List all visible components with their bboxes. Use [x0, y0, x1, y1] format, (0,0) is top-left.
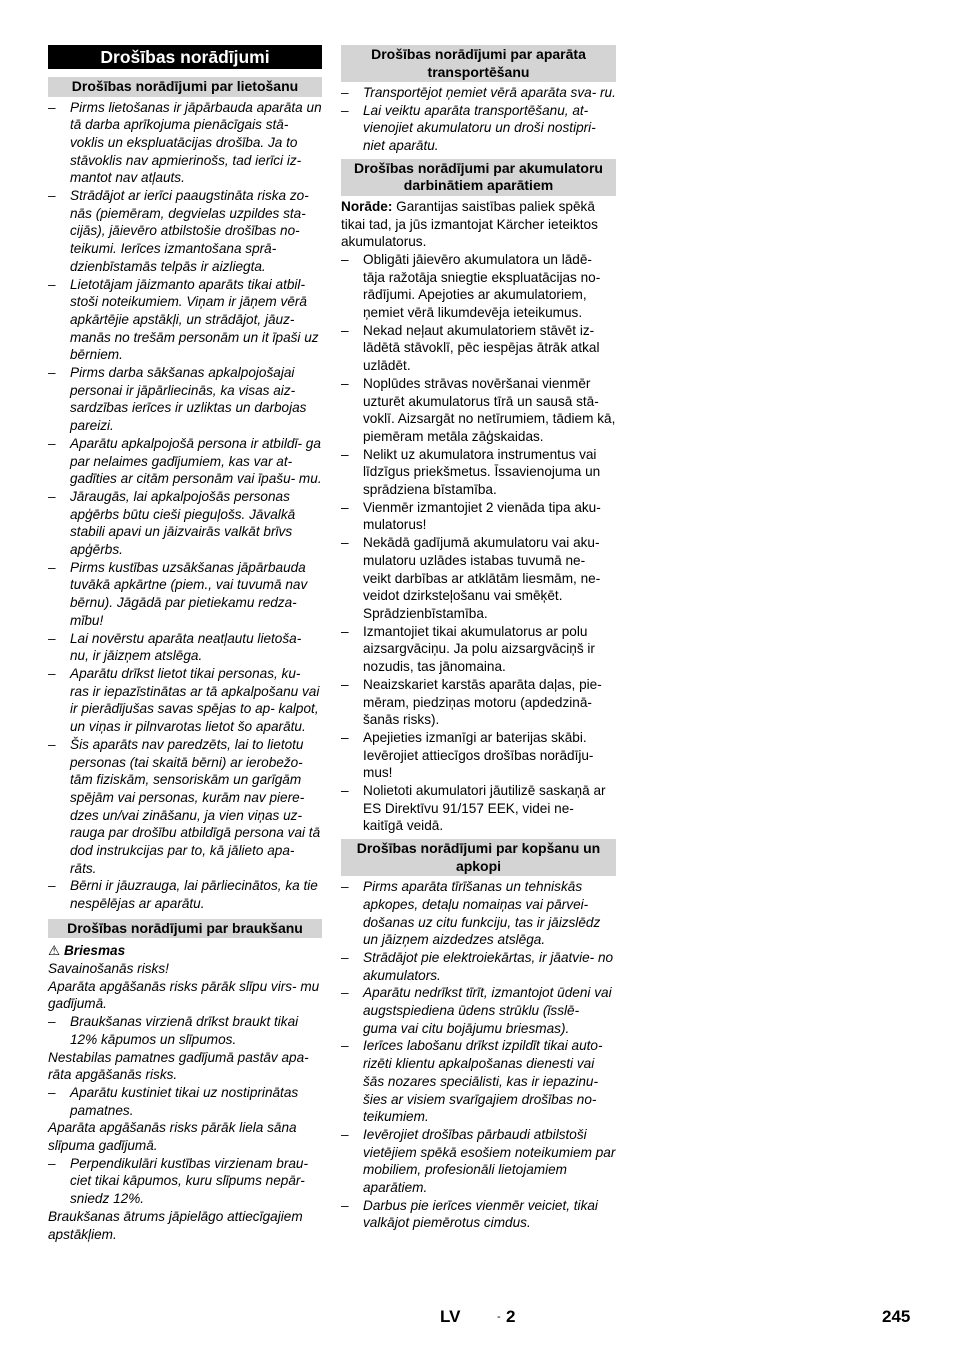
warning-triangle-icon: ⚠ — [48, 943, 61, 959]
list-item-text: Apejieties izmanīgi ar baterijas skābi. Ievērojiet attiecīgos drošības norādīju- mus! — [363, 729, 594, 781]
list-item-text: Aparātu apkalpojošā persona ir atbildī- ga par nelaimes gadījumiem, kas var at- gadīties ar citām personām vai īpašu- mu. — [70, 435, 322, 487]
battery-note — [341, 198, 616, 251]
danger-title-line — [48, 942, 322, 960]
list-item: – Ierīces labošanu drīkst izpildīt tikai auto- rizēti klientu apkalpošanas dienesti vai šās nozares speciālisti, kas ir iepazinu- šies ar visiem svarīgajiem drošības no- teikumiem. — [341, 1038, 603, 1125]
list-item-text: Perpendikulāri kustības virzienam brau- ciet tikai kāpumos, kuru slīpums nepār- sniedz 12%. — [70, 1155, 308, 1207]
driving-paragraph: Aparāta apgāšanās risks pārāk slīpu virs- mu gadījumā. — [48, 978, 320, 1012]
footer-language: LV — [440, 1307, 461, 1326]
list-item-text: Ierīces labošanu drīkst izpildīt tikai auto- rizēti klientu apkalpošanas dienesti vai šās nozares speciālisti, kas ir iepazinu- šies ar visiem svarīgajiem drošības no- teikumiem. — [363, 1038, 603, 1125]
list-item-text: Bērni ir jāuzrauga, lai pārliecinātos, ka tie nespēlējas ar aparātu. — [70, 878, 318, 912]
list-item-text: Ievērojiet drošības pārbaudi atbilstoši vietējiem spēkā esošiem noteikumiem par mobiliem, profesionāli lietojamiem aparātiem. — [363, 1126, 616, 1196]
list-item: – Ievērojiet drošības pārbaudi atbilstoši vietējiem spēkā esošiem noteikumiem par mobiliem, profesionāli lietojamiem aparātiem. — [341, 1126, 616, 1196]
list-item: – Nelikt uz akumulatora instrumentus vai līdzīgus priekšmetus. Īssavienojuma un sprādziena bīstamība. — [341, 446, 601, 498]
list-item: – Pirms darba sākšanas apkalpojošajai personai ir jāpārliecinās, ka visas aiz- sardzības ierīces ir uzliktas un darbojas pareizi. — [48, 365, 307, 434]
list-item: – Aparātu apkalpojošā persona ir atbildī- ga par nelaimes gadījumiem, kas var at- gadīties ar citām personām vai īpašu- mu. — [48, 435, 322, 487]
battery-heading: Drošības norādījumi par akumulatoru darbinātiem aparātiem — [341, 159, 616, 196]
list-item-text: Aparātu kustiniet tikai uz nostiprinātas pamatnes. — [70, 1084, 299, 1118]
list-item: – Pirms kustības uzsākšanas jāpārbauda tuvākā apkārtne (piem., vai tuvumā nav bērnu). Jāgādā par pietiekamu redza- mību! — [48, 559, 308, 628]
page-title: Drošības norādījumi — [48, 45, 322, 69]
list-item-text: Lai novērstu aparāta neatļautu lietoša- nu, ir jāizņem atslēga. — [70, 630, 302, 664]
list-item: – Apejieties izmanīgi ar baterijas skābi. Ievērojiet attiecīgos drošības norādīju- mus! — [341, 729, 594, 781]
list-item-text: Lietotājam jāizmanto aparāts tikai atbil- stoši noteikumiem. Viņam ir jāņem vērā apkārtējie apstākļi, un strādājot, jāuz- manās no trešām personām un it īpaši uz bērniem. — [70, 276, 319, 363]
list-item: – Darbus pie ierīces vienmēr veiciet, tikai valkājot piemērotus cimdus. — [341, 1197, 598, 1231]
list-item-text: Pirms kustības uzsākšanas jāpārbauda tuvākā apkārtne (piem., vai tuvumā nav bērnu). Jāgādā par pietiekamu redza- mību! — [70, 559, 308, 628]
list-item: – Transportējot ņemiet vērā aparāta sva- ru. — [341, 85, 616, 100]
list-item-text: Neaizskariet karstās aparāta daļas, pie- mēram, piedziņas motoru (apdedzinā- šanās risks). — [363, 676, 602, 728]
page-number: 245 — [882, 1307, 911, 1326]
list-item: – Braukšanas virzienā drīkst braukt tikai 12% kāpumos un slīpumos. — [48, 1014, 299, 1047]
list-item: – Strādājot ar ierīci paaugstināta riska zo- nās (piemēram, degvielas uzpildes sta- cijās), jāievēro atbilstošie drošības no- teikumi. Ierīces izmantošana sprā- dzienbīstamās telpās ir aizliegta. — [48, 188, 309, 274]
list-item-text: Pirms aparāta tīrīšanas un tehniskās apkopes, detaļu nomaiņas vai pārvei- došanas uz citu funkciju, tas ir jāizslēdz un jāizņem aizdedzes atslēga. — [363, 879, 601, 948]
list-item: – Pirms lietošanas ir jāpārbauda aparāta un tā darba aprīkojuma pienācīgais stā- voklis un ekspluatācijas drošība. Ja to stāvoklis nav apmierinošs, tad ierīci iz- mantot nav atļauts. — [48, 99, 322, 186]
list-item: – Vienmēr izmantojiet 2 vienāda tipa aku- mulatorus! — [341, 499, 601, 533]
list-item: – Pirms aparāta tīrīšanas un tehniskās apkopes, detaļu nomaiņas vai pārvei- došanas uz citu funkciju, tas ir jāizslēdz un jāizņem aizdedzes atslēga. — [341, 879, 601, 948]
list-item: – Bērni ir jāuzrauga, lai pārliecinātos, ka tie nespēlējas ar aparātu. — [48, 878, 318, 912]
driving-paragraph: Nestabilas pamatnes gadījumā pastāv apa- rāta apgāšanās risks. — [48, 1049, 309, 1083]
driving-section — [48, 942, 322, 1243]
maintenance-heading: Drošības norādījumi par kopšanu un apkopi — [341, 839, 616, 876]
list-item-text: Noplūdes strāvas novēršanai vienmēr uzturēt akumulatorus tīrā un sausā stā- voklī. Aizsargāt no netīrumiem, tādiem kā, piemēram metāla zāģskaidas. — [363, 375, 616, 444]
list-item: – Obligāti jāievēro akumulatora un lādē- tāja ražotāja sniegtie ekspluatācijas no- rādījumi. Apejoties ar akumulatoriem, ņemiet vērā likumdevēja ieteikumus. — [341, 251, 601, 321]
list-item-text: Obligāti jāievēro akumulatora un lādē- tāja ražotāja sniegtie ekspluatācijas no- rādījumi. Apejoties ar akumulatoriem, ņemiet vērā likumdevēja ieteikumus. — [363, 251, 601, 321]
transport-list — [341, 84, 616, 155]
right-column — [341, 45, 616, 1232]
driving-heading: Drošības norādījumi par braukšanu — [48, 919, 322, 939]
list-item: – Aparātu nedrīkst tīrīt, izmantojot ūdeni vai augstspiediena ūdens strūklu (īsslē- guma vai citu bojājumu briesmas). — [341, 985, 612, 1036]
list-item: – Strādājot pie elektroiekārtas, ir jāatvie- no akumulators. — [341, 949, 614, 983]
list-item-text: Šis aparāts nav paredzēts, lai to lietotu personas (tai skaitā bērni) ar ierobežo- tām fiziskām, sensoriskām un garīgām spējām vai personas, kurām nav piere- dzes un/vai zināšanu, ja vien viņas uz- rauga par drošību atbildīgā persona vai tā dod instrukcijas par to, kā jālieto apa- rāts. — [70, 736, 321, 876]
list-item: – Nolietoti akumulatori jāutilizē saskaņā ar ES Direktīvu 91/157 EEK, videi ne- kaitīgā veidā. — [341, 783, 606, 834]
note-label: Norāde: — [341, 198, 393, 214]
list-item: – Aparātu drīkst lietot tikai personas, ku- ras ir iepazīstinātas ar tā apkalpošanu vai ir pierādījušas savas spējas to ap- kalpot, un viņas ir pilnvarotas lietot šo aparātu. — [48, 666, 320, 735]
list-item-text: Lai veiktu aparāta transportēšanu, at- vienojiet akumulatoru un droši nostipri- niet aparātu. — [363, 102, 596, 154]
list-item-text: Braukšanas virzienā drīkst braukt tikai 12% kāpumos un slīpumos. — [70, 1014, 299, 1047]
list-item-text: Nekādā gadījumā akumulatoru vai aku- mulatoru uzlādes istabas tuvumā ne- veikt darbības ar atklātām liesmām, ne- veidot dzirksteļošanu vai smēķēt. Sprādzienbīstamība. — [363, 535, 601, 621]
list-item: – Jāraugās, lai apkalpojošās personas apģērbs būtu cieši pieguļošs. Jāvalkā stabili apavi un jāizvairās valkāt brīvs apģērbs. — [48, 488, 296, 558]
list-item-text: Nelikt uz akumulatora instrumentus vai līdzīgus priekšmetus. Īssavienojuma un sprādziena bīstamība. — [363, 446, 601, 498]
list-item: – Lai novērstu aparāta neatļautu lietoša- nu, ir jāizņem atslēga. — [48, 630, 302, 664]
list-item-text: Izmantojiet tikai akumulatorus ar polu aizsargvāciņu. Ja polu aizsargvāciņš ir nozudis, tas jānomaina. — [363, 623, 595, 675]
list-item-text: Aparātu nedrīkst tīrīt, izmantojot ūdeni vai augstspiediena ūdens strūklu (īsslē- guma vai citu bojājumu briesmas). — [363, 985, 612, 1036]
list-item: – Noplūdes strāvas novēršanai vienmēr uzturēt akumulatorus tīrā un sausā stā- voklī. Aizsargāt no netīrumiem, tādiem kā, piemēram metāla zāģskaidas. — [341, 375, 616, 444]
driving-paragraph: Braukšanas ātrums jāpielāgo attiecīgajiem apstākļiem. — [48, 1208, 303, 1242]
battery-list — [341, 251, 616, 835]
list-item: – Lai veiktu aparāta transportēšanu, at- vienojiet akumulatoru un droši nostipri- niet aparātu. — [341, 102, 596, 154]
list-item-text: Nolietoti akumulatori jāutilizē saskaņā ar ES Direktīvu 91/157 EEK, videi ne- kaitīgā veidā. — [363, 783, 606, 834]
list-item-text: Vienmēr izmantojiet 2 vienāda tipa aku- mulatorus! — [363, 499, 601, 533]
footer-dash: - — [497, 1311, 501, 1323]
list-item: – Nekad neļaut akumulatoriem stāvēt iz- lādētā stāvoklī, pēc iespējas ātrāk atkal uzlādēt. — [341, 322, 600, 374]
list-item: – Šis aparāts nav paredzēts, lai to lietotu personas (tai skaitā bērni) ar ierobežo- tām fiziskām, sensoriskām un garīgām spējām vai personas, kurām nav piere- dzes un/vai zināšanu, ja vien viņas uz- rauga par drošību atbildīgā persona vai tā dod instrukcijas par to, kā jālieto apa- rāts. — [48, 736, 321, 876]
list-item-text: Darbus pie ierīces vienmēr veiciet, tikai valkājot piemērotus cimdus. — [363, 1197, 598, 1231]
list-item-text: Aparātu drīkst lietot tikai personas, ku- ras ir iepazīstinātas ar tā apkalpošanu vai ir pierādījušas savas spējas to ap- kalpot, un viņas ir pilnvarotas lietot šo aparātu. — [70, 666, 320, 735]
maintenance-list — [341, 878, 616, 1232]
list-item: – Lietotājam jāizmanto aparāts tikai atbil- stoši noteikumiem. Viņam ir jāņem vērā apkārtējie apstākļi, un strādājot, jāuz- manās no trešām personām un it īpaši uz bērniem. — [48, 276, 319, 363]
transport-heading: Drošības norādījumi par aparāta transportēšanu — [341, 45, 616, 82]
driving-paragraph: Aparāta apgāšanās risks pārāk liela sāna slīpuma gadījumā. — [48, 1120, 297, 1154]
usage-list — [48, 99, 322, 913]
list-item: – Neaizskariet karstās aparāta daļas, pie- mēram, piedziņas motoru (apdedzinā- šanās risks). — [341, 676, 602, 728]
list-item-text: Pirms lietošanas ir jāpārbauda aparāta un tā darba aprīkojuma pienācīgais stā- voklis un ekspluatācijas drošība. Ja to stāvoklis nav apmierinošs, tad ierīci iz- mantot nav atļauts. — [70, 99, 322, 186]
list-item-text: Jāraugās, lai apkalpojošās personas apģērbs būtu cieši pieguļošs. Jāvalkā stabili apavi un jāizvairās valkāt brīvs apģērbs. — [70, 488, 296, 558]
list-item-text: Pirms darba sākšanas apkalpojošajai personai ir jāpārliecinās, ka visas aiz- sardzības ierīces ir uzliktas un darbojas pareizi. — [70, 365, 307, 434]
list-item: – Izmantojiet tikai akumulatorus ar polu aizsargvāciņu. Ja polu aizsargvāciņš ir nozudis, tas jānomaina. — [341, 623, 595, 675]
usage-heading: Drošības norādījumi par lietošanu — [48, 77, 322, 97]
danger-line: Savainošanās risks! — [48, 961, 169, 977]
list-item-text: Nekad neļaut akumulatoriem stāvēt iz- lādētā stāvoklī, pēc iespējas ātrāk atkal uzlādēt. — [363, 322, 600, 374]
list-item: – Nekādā gadījumā akumulatoru vai aku- mulatoru uzlādes istabas tuvumā ne- veikt darbības ar atklātām liesmām, ne- veidot dzirksteļošanu vai smēķēt. Sprādzienbīstamība. — [341, 535, 601, 621]
note-text: Garantijas saistības paliek spēkā tikai tad, ja jūs izmantojat Kärcher ieteiktos akumulatorus. — [341, 198, 598, 250]
list-item-text: Strādājot ar ierīci paaugstināta riska zo- nās (piemēram, degvielas uzpildes sta- cijās), jāievēro atbilstošie drošības no- teikumi. Ierīces izmantošana sprā- dzienbīstamās telpās ir aizliegta. — [70, 188, 309, 274]
list-item-text: Strādājot pie elektroiekārtas, ir jāatvie- no akumulators. — [363, 949, 614, 983]
left-column — [48, 45, 322, 1243]
list-item-text: Transportējot ņemiet vērā aparāta sva- ru. — [363, 85, 616, 100]
list-item: – Aparātu kustiniet tikai uz nostiprinātas pamatnes. — [48, 1084, 299, 1118]
list-item: – Perpendikulāri kustības virzienam brau- ciet tikai kāpumos, kuru slīpums nepār- sniedz 12%. — [48, 1155, 308, 1207]
danger-title: Briesmas — [63, 943, 126, 959]
footer-section: 2 — [506, 1307, 516, 1326]
